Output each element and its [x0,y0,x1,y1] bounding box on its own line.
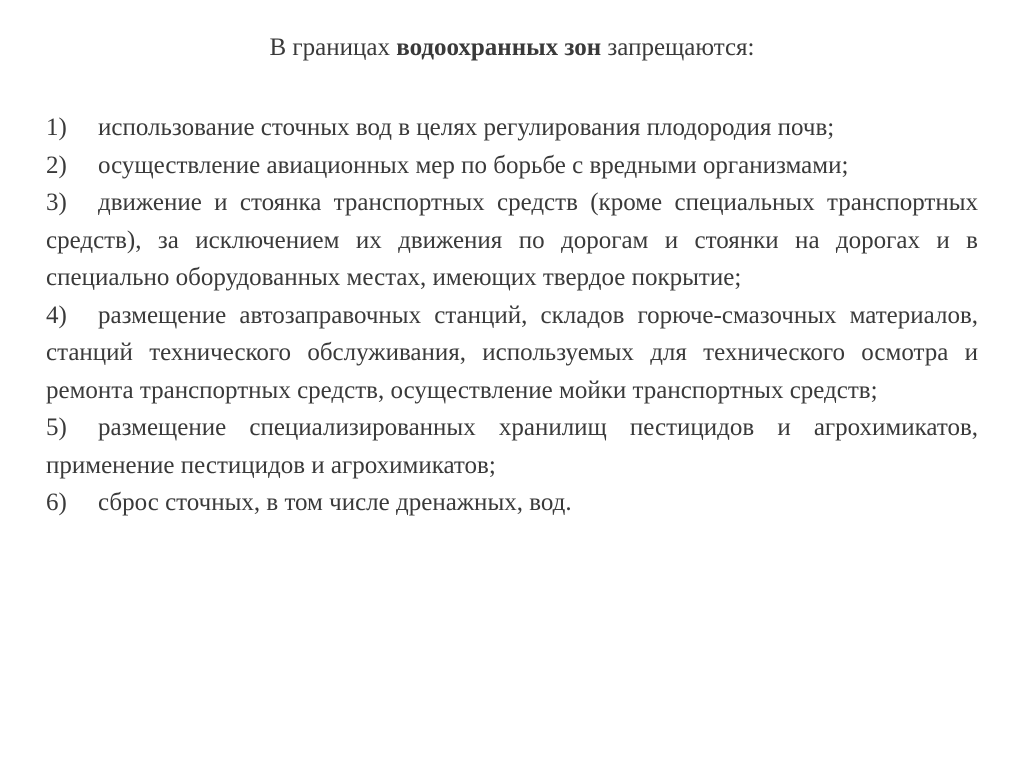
item-text: размещение автозаправочных станций, складов горюче-смазочных материалов, станций технического обслуживания, используемых для технического осмотра и ремонта транспортных средств, осуществление мойки транспортных средств; [46,301,978,404]
item-number: 5) [46,414,67,441]
title-bold: водоохранных зон [396,34,602,61]
list-item [46,147,978,185]
prohibition-list [46,109,978,522]
list-item [46,409,978,484]
list-item [46,297,978,410]
list-item [46,109,978,147]
title-prefix: В границах [269,34,397,61]
title-suffix: запрещаются: [601,34,755,61]
item-number: 4) [46,301,67,329]
item-text: движение и стоянка транспортных средств (кроме специальных транспортных средств), за исключением их движения по дорогам и стоянки на дорогах и в специально оборудованных местах, имеющих твердое покрытие; [46,189,978,291]
item-text: размещение специализированных хранилищ пестицидов и агрохимикатов, применение пестицидов и агрохимикатов; [46,414,978,479]
item-number: 6) [46,489,67,516]
list-item [46,484,978,522]
item-text: использование сточных вод в целях регулирования плодородия почв; [98,114,835,141]
slide-title [0,30,1024,66]
item-text: сброс сточных, в том числе дренажных, вод. [98,489,572,516]
item-number: 2) [46,151,67,179]
item-text: осуществление авиационных мер по борьбе с вредными организмами; [98,151,849,179]
list-item [46,184,978,297]
item-number: 1) [46,114,67,141]
item-number: 3) [46,189,67,216]
